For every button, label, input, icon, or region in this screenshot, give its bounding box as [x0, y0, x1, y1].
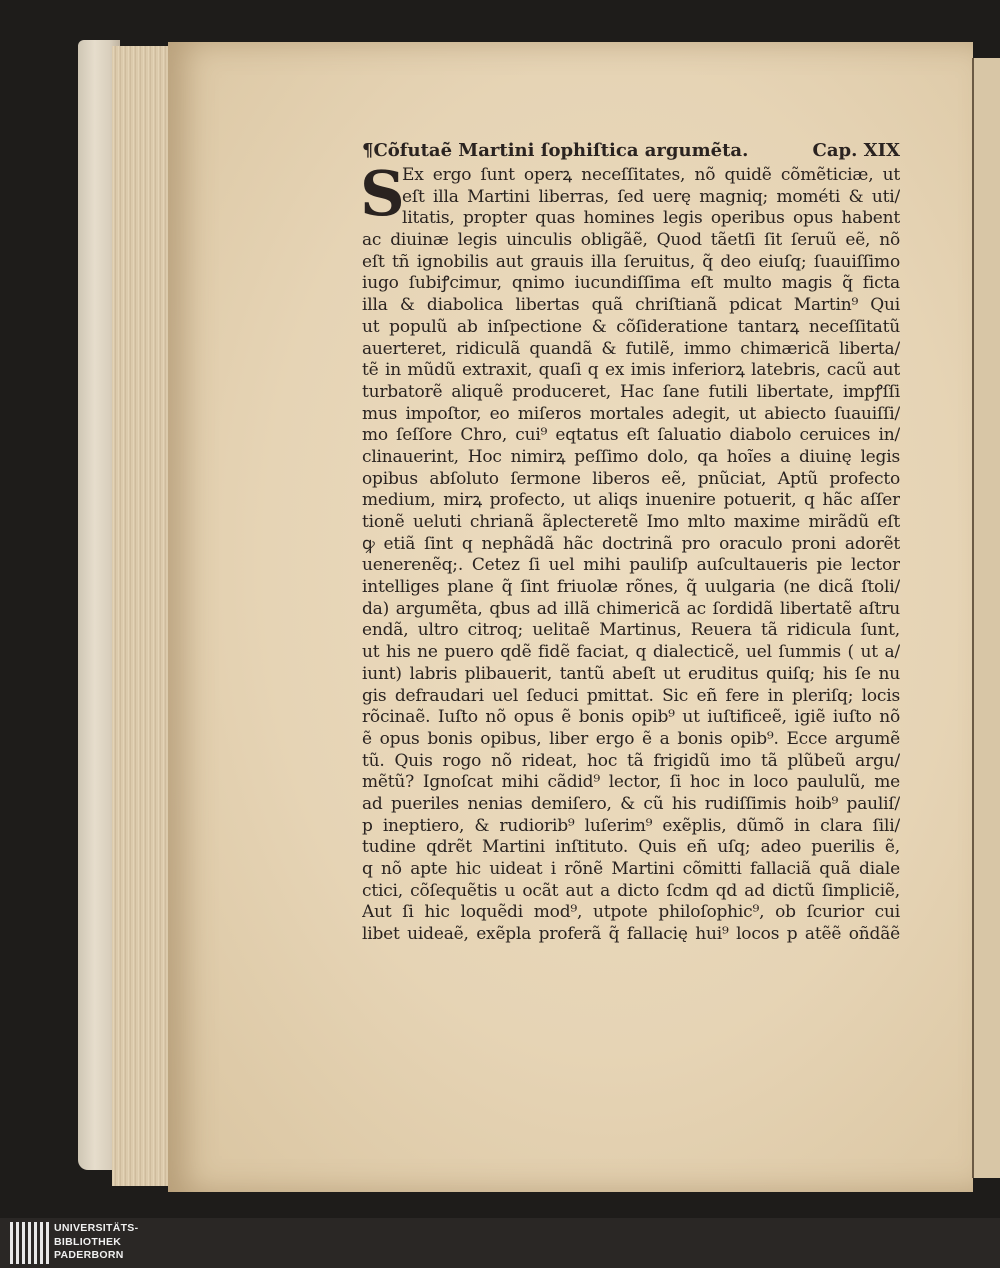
text-line: tũ. Quis rogo nõ rideat, hoc tã frigidũ imo tã plũbeũ argu/ — [362, 750, 900, 771]
text-line: rõcinaẽ. Iuſto nõ opus ẽ bonis opib⁹ ut iuſtificeẽ, igiẽ iuſto nõ — [362, 707, 900, 728]
text-line: clinauerint, Hoc nimirꝝ peſſimo dolo, qa hoĩes a diuinę legis — [362, 446, 900, 467]
text-line: iugo ſubiꝭcimur, qnimo iucundiſſima eſt multo magis q̃ ficta — [362, 273, 900, 294]
library-name — [54, 1222, 138, 1263]
text-line: gis defraudari uel ſeduci pmittat. Sic eñ fere in pleriſq; locis — [362, 685, 900, 706]
text-line: p ineptiero, & rudiorib⁹ luſerim⁹ exẽplis, dũmõ in clara ſili/ — [362, 815, 900, 836]
text-line: illa & diabolica libertas quã chriſtianã pdicat Martin⁹ Qui — [362, 295, 900, 316]
text-line: turbatorẽ aliquẽ produceret, Hac ſane futili libertate, impꝭſſi — [362, 381, 900, 402]
text-line: mus impoſtor, eo miſeros mortales adegit, ut abiecto ſuauiſſi/ — [362, 403, 900, 424]
text-line: ẽ opus bonis opibus, liber ergo ẽ a bonis opib⁹. Ecce argumẽ — [362, 728, 900, 749]
library-logo-icon — [10, 1222, 50, 1264]
text-line: Aut ſi hic loquẽdi mod⁹, utpote philoſophic⁹, ob ſcurior cui — [362, 902, 900, 923]
drop-initial: S — [360, 157, 405, 230]
library-footer — [0, 1218, 1000, 1268]
text-line: ut populũ ab inſpectione & cõſideratione tantarꝝ neceſſitatũ — [362, 316, 900, 337]
text-line: intelliges plane q̃ ſint friuolæ rõnes, q̃ uulgaria (ne dicã ſtoli/ — [362, 577, 900, 598]
body-text — [360, 157, 900, 945]
text-line: eſt illa Martini liberras, ſed uerę magniq; mométi & uti/ — [402, 186, 900, 207]
text-line: endã, ultro citroq; uelitaẽ Martinus, Reuera tã ridicula ſunt, — [362, 620, 900, 641]
text-line: uenerenẽq;. Cetez ſi uel mihi pauliſp auſcultaueris pie lector — [362, 555, 900, 576]
chapter-number: Cap. XIX — [812, 140, 900, 161]
text-line: ut his ne puero qdẽ fidẽ faciat, q dialecticẽ, uel ſummis ( ut a/ — [362, 642, 900, 663]
library-name-line1: UNIVERSITÄTS- — [54, 1222, 139, 1234]
text-line: mẽtũ? Ignoſcat mihi cãdid⁹ lector, ſi hoc in loco paululũ, me — [362, 772, 900, 793]
text-line: da) argumẽta, qbus ad illã chimericã ac ſordidã libertatẽ aſtru — [362, 598, 900, 619]
library-name-line3: PADERBORN — [54, 1249, 124, 1261]
library-name-line2: BIBLIOTHEK — [54, 1235, 122, 1248]
facing-page-edge — [972, 58, 1000, 1178]
text-line: q nõ apte hic uideat i rõnẽ Martini cõmitti fallaciã quã diale — [362, 859, 900, 879]
text-line: iunt) labris plibauerit, tantũ abeſt ut eruditus quiſq; his ſe nu — [362, 663, 900, 684]
text-line: auerteret, ridiculã quandã & futilẽ, immo chimæricã liberta/ — [362, 338, 900, 359]
text-line: Ex ergo ſunt operꝝ neceſſitates, nõ quidẽ cõmẽticiæ, ut — [402, 165, 900, 185]
text-line: opibus abſoluto ſermone liberos eẽ, pnũciat, Aptũ profecto — [362, 468, 900, 489]
text-line: ac diuinæ legis uinculis obligãẽ, Quod tãetſi ſit ſeruũ eẽ, nõ — [362, 230, 900, 251]
chapter-heading: ¶Cõfutaẽ Martini ſophiſtica argumẽta. — [362, 140, 749, 161]
text-line: mo ſeſſore Chro, cui⁹ eqtatus eſt ſaluatio diabolo ceruices in/ — [362, 425, 900, 446]
text-line: medium, mirꝝ profecto, ut aliqs inuenire potuerit, q hãc aſſer — [362, 490, 900, 511]
text-line: tionẽ ueluti chrianã ãplecteretẽ Imo mlto maxime mirãdũ eſt — [362, 512, 900, 532]
running-head — [362, 138, 900, 164]
text-line: tẽ in mũdũ extraxit, quaſi q ex imis inferiorꝝ latebris, cacũ aut — [362, 360, 900, 381]
text-line: tudine qdrẽt Martini inſtituto. Quis eñ uſq; adeo puerilis ẽ, — [362, 837, 900, 858]
text-line: ad pueriles nenias demiſero, & cũ his rudiſſimis hoib⁹ pauliſ/ — [362, 793, 900, 814]
text-line: eſt tñ ignobilis aut grauis illa ſeruitus, q̃ deo eiuſq; ſuauiſſimo — [362, 251, 900, 272]
text-line: libet uideaẽ, exẽpla proferã q̃ fallacię hui⁹ locos p atẽẽ oñdãẽ — [362, 924, 900, 945]
text-line: litatis, propter quas homines legis operibus opus habent — [402, 208, 900, 229]
page-text — [362, 138, 900, 945]
text-line: ꝙ etiã ſint q nephãdã hãc doctrinã pro oraculo proni adorẽt — [362, 533, 900, 554]
text-line: ctici, cõſequẽtis u ocãt aut a dicto ſcdm qd ad dictũ ſimpliciẽ, — [362, 880, 900, 901]
